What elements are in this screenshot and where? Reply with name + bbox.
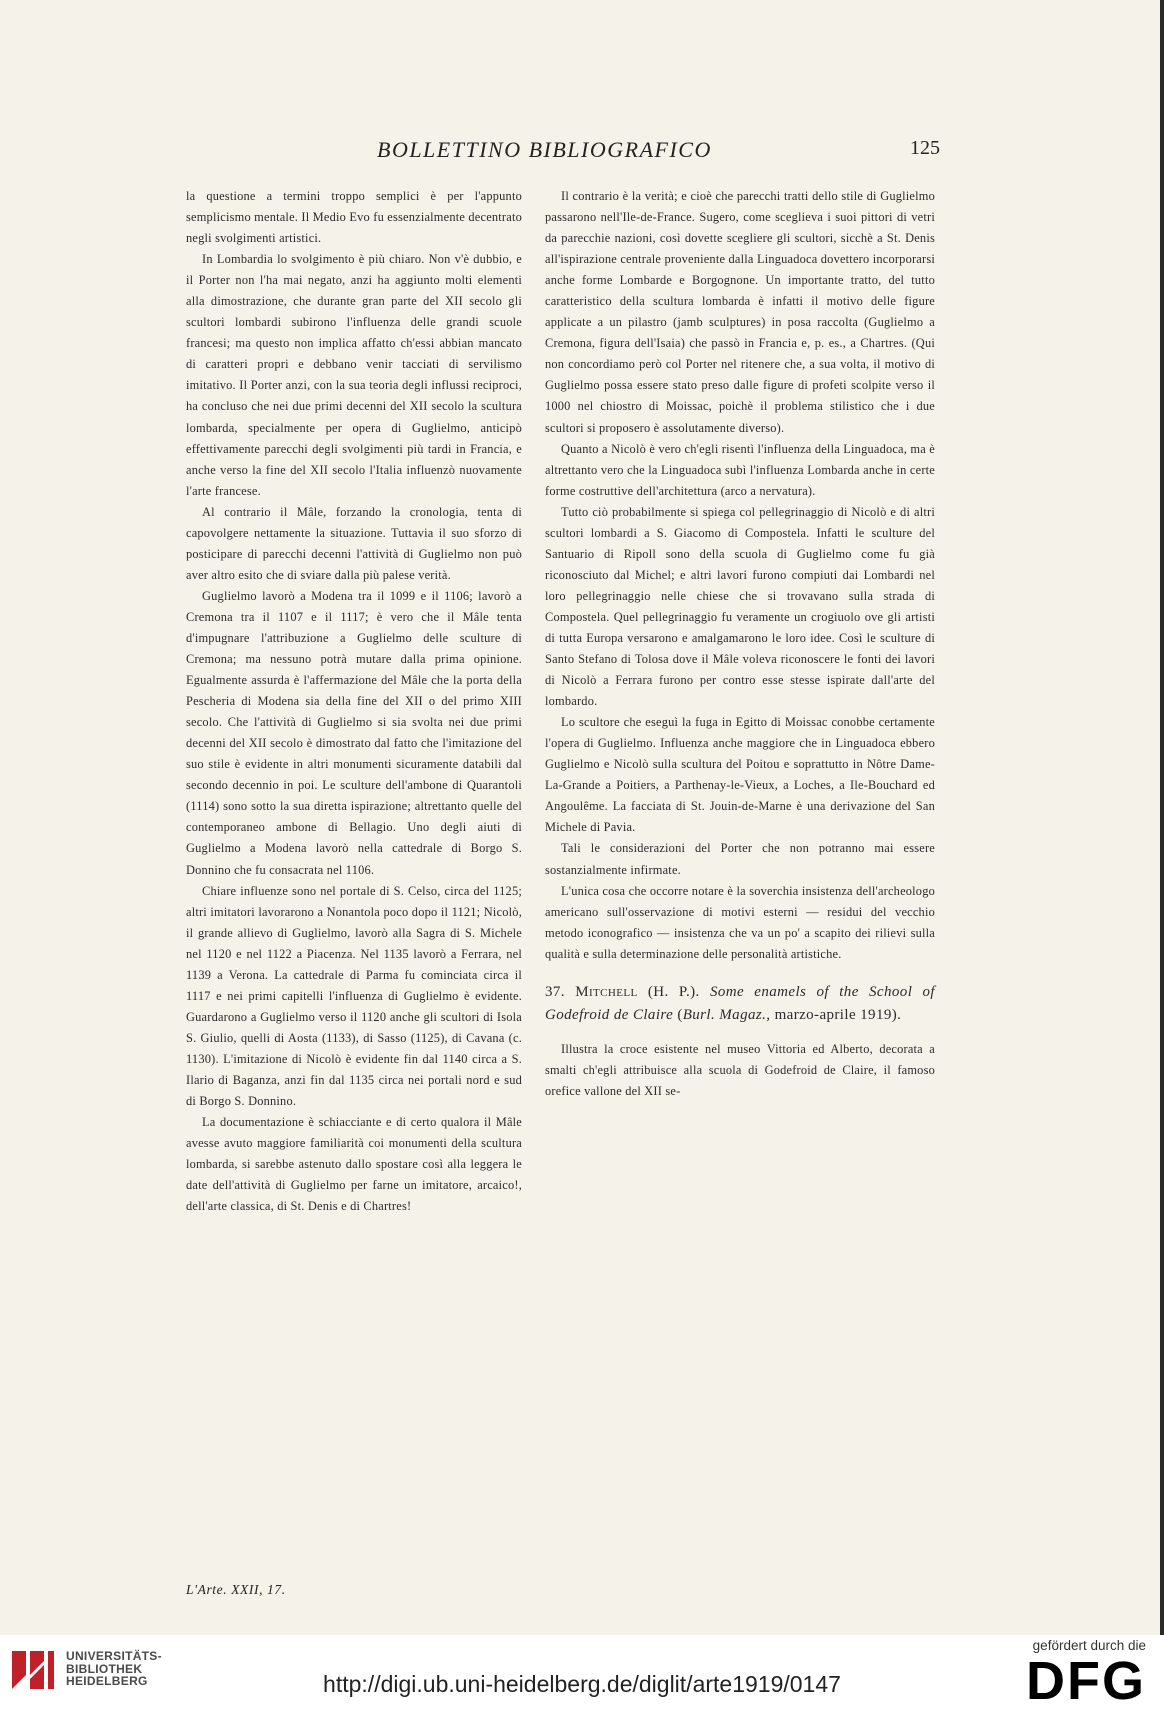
entry-source: Burl. Magaz.,: [682, 1006, 771, 1023]
paragraph: Tali le considerazioni del Porter che non potranno mai essere sostanzialmente infirmate.: [545, 841, 935, 877]
library-name-line: BIBLIOTHEK: [66, 1661, 143, 1676]
entry-paren: (: [677, 1006, 683, 1023]
paragraph: la questione a termini troppo semplici è per l'appunto semplicismo mentale. Il Medio Evo fu essenzialmente decentrato negli svolgimenti artistici.: [186, 189, 522, 246]
funded-by-label: gefördert durch die: [1032, 1638, 1146, 1653]
paragraph: Al contrario il Mâle, forzando la cronologia, tenta di capovolgere nettamente la situazione. Tuttavia il suo sforzo di posticipare di parecchi decenni l'attività di Guglielmo non può aver altro esito che di sviare dalla più palese verità.: [186, 504, 522, 582]
bibliography-entry-heading: [545, 981, 935, 1027]
entry-body: Illustra la croce esistente nel museo Vittoria ed Alberto, decorata a smalti ch'egli attribuisce alla scuola di Godefroid de Claire, il famoso orefice vallone del XII se-: [545, 1041, 935, 1098]
entry-author: Mitchell (H. P.).: [575, 983, 700, 1000]
running-title: BOLLETTINO BIBLIOGRAFICO: [377, 137, 712, 162]
right-column: [545, 186, 935, 1102]
paragraph: L'unica cosa che occorre notare è la soverchia insistenza dell'archeologo americano sull'osservazione di motivi esterni — residui del vecchio metodo iconografico — insistenza che va un po' a scapito dei rilievi sulla qualità e sulla determinazione delle personalità artistiche.: [545, 883, 935, 961]
paragraph: Il contrario è la verità; e cioè che parecchi tratti dello stile di Guglielmo passarono nell'Ile-de-France. Sugero, come sceglieva i suoi pittori di vetri da parecchie nazioni, così dovette scegliere gli scultori, sicchè a St. Denis all'ispirazione centrale proveniente dalla Linguadoca dovettero incorporarsi anche forme Lombarde e Borgognone. Un importante tratto, del tutto caratteristico della scultura lombarda è infatti il motivo delle figure applicate a un pilastro (jamb sculptures) in posa raccolta (Guglielmo a Cremona, figura dell'Isaia) che passò in Francia e, p. es., a Chartres. (Qui non concordiamo però col Porter nel ritenere che, a sua volta, il motivo di Guglielmo possa essere stato preso dalle figure di profeti scolpite verso il 1000 nel chiostro di Moissac, poichè il problema stilistico che i due scultori si proposero è assolutamente diverso).: [545, 189, 935, 435]
dfg-logo: DFG: [1026, 1651, 1146, 1711]
paragraph: In Lombardia lo svolgimento è più chiaro. Non v'è dubbio, e il Porter non l'ha mai negato, anzi ha aggiunto molti elementi alla dimostrazione, che durante gran parte del XII secolo gli scultori lombardi subirono l'influenza delle grandi scuole francesi; ma questo non implica affatto ch'essi abbian mancato di caratteri propri e debbano venir tacciati di servilismo imitativo. Il Porter anzi, con la sua teoria degli influssi reciproci, ha concluso che nei due primi decenni del XII secolo la scultura lombarda, specialmente per opera di Guglielmo, anticipò effettivamente parecchi degli svolgimenti più tardi in Francia, e anche verso la fine del XII secolo l'Italia influenzò nuovamente l'arte francese.: [186, 252, 522, 498]
paragraph: Tutto ciò probabilmente si spiega col pellegrinaggio di Nicolò e di altri scultori lombardi a S. Giacomo di Compostela. Infatti le sculture del Santuario di Ripoll sono della scuola di Guglielmo come fu già riconosciuto dal Michel; e altri lavori furono compiuti dai Lombardi nel loro pellegrinaggio nelle chiese che si trovavano sulla strada di Compostela. Quel pellegrinaggio fu veramente un crogiuolo ove gli artisti di tutta Europa versarono e amalgamarono le loro idee. Così le sculture di Santo Stefano di Tolosa dove il Mâle voleva riconoscere le fonti dei lavori di Nicolò a Ferrara furono per contro esse stesse ispirate dall'arte del lombardo.: [545, 504, 935, 709]
footer-signature-text: L'Arte. XXII, 17.: [186, 1582, 286, 1597]
paragraph: Lo scultore che eseguì la fuga in Egitto di Moissac conobbe certamente l'opera di Guglielmo. Influenza anche maggiore che in Linguadoca ebbero Guglielmo e Nicolò sulla scultura del Poitou e soprattutto in Nôtre Dame-La-Grande a Poitiers, a Parthenay-le-Vieux, a Loches, a Ile-Bouchard ed Angoulême. La facciata di St. Jouin-de-Marne è una derivazione del San Michele di Pavia.: [545, 715, 935, 835]
digitization-banner: [0, 1635, 1164, 1725]
paragraph: Guglielmo lavorò a Modena tra il 1099 e il 1106; lavorò a Cremona tra il 1107 e il 1117; è vero che il Mâle tenta d'impugnare l'attribuzione a Guglielmo delle sculture di Cremona; ma nessuno potrà mutare dalla prima opinione. Egualmente assurda è l'affermazione del Mâle che la porta della Pescheria di Modena sia della fine del XII o del primo XIII secolo. Che l'attività di Guglielmo si sia svolta nei due primi decenni del XII secolo è dimostrato dal fatto che l'imitazione del suo stile è evidente in altri monumenti sicuramente databili dal secondo decennio in poi. Le sculture dell'ambone di Quarantoli (1114) sono sotto la sua diretta ispirazione; altrettanto quelle del contemporaneo ambone di Bellagio. Uno degli aiuti di Guglielmo a Modena lavorò nella cattedrale di Borgo S. Donnino che fu consacrata nel 1106.: [186, 588, 522, 877]
footer-signature: [186, 1582, 286, 1598]
page-number: 125: [910, 137, 940, 159]
left-column: [186, 186, 522, 1217]
library-name-line: HEIDELBERG: [66, 1674, 148, 1688]
entry-title: Some enamels of the School of Godefroid de Claire: [545, 983, 935, 1023]
running-head: [182, 137, 952, 163]
paragraph: Chiare influenze sono nel portale di S. Celso, circa del 1125; altri imitatori lavorarono a Nonantola poco dopo il 1121; Nicolò, il grande allievo di Guglielmo, lavorò alla Sagra di S. Michele nel 1120 e nel 1122 a Piacenza. Nel 1135 lavorò a Ferrara, nel 1139 a Verona. La cattedrale di Parma fu cominciata circa il 1117 e nei primi capitelli l'influenza di Guglielmo è evidente. Guardarono a Guglielmo verso il 1120 anche gli scultori di Isola S. Giulio, quelli di Aosta (1133), di Sasso (1125), di Cavana (c. 1130). L'imitazione di Nicolò è evidente fin dal 1140 circa a S. Ilario di Baganza, anzi fin dal 1135 circa nei portali nord e sud di Borgo S. Donnino.: [186, 883, 522, 1109]
paragraph: Quanto a Nicolò è vero ch'egli risentì l'influenza della Linguadoca, ma è altrettanto vero che la Linguadoca subì l'influenza Lombarda anche in certe forme costruttive dell'architettura (arco a nervatura).: [545, 441, 935, 498]
entry-number: 37.: [545, 983, 565, 1000]
library-name-line: UNIVERSITÄTS-: [66, 1649, 162, 1663]
permalink-url[interactable]: http://digi.ub.uni-heidelberg.de/diglit/arte1919/0147: [323, 1671, 841, 1697]
paragraph: La documentazione è schiacciante e di certo qualora il Mâle avesse avuto maggiore familiarità coi monumenti della scultura lombarda, si sarebbe astenuto dallo spostare così alla leggera le date dell'attività di Guglielmo per farne un imitatore, arcaico!, dell'arte classica, di St. Denis e di Chartres!: [186, 1115, 522, 1214]
entry-date: marzo-aprile 1919).: [774, 1006, 902, 1023]
